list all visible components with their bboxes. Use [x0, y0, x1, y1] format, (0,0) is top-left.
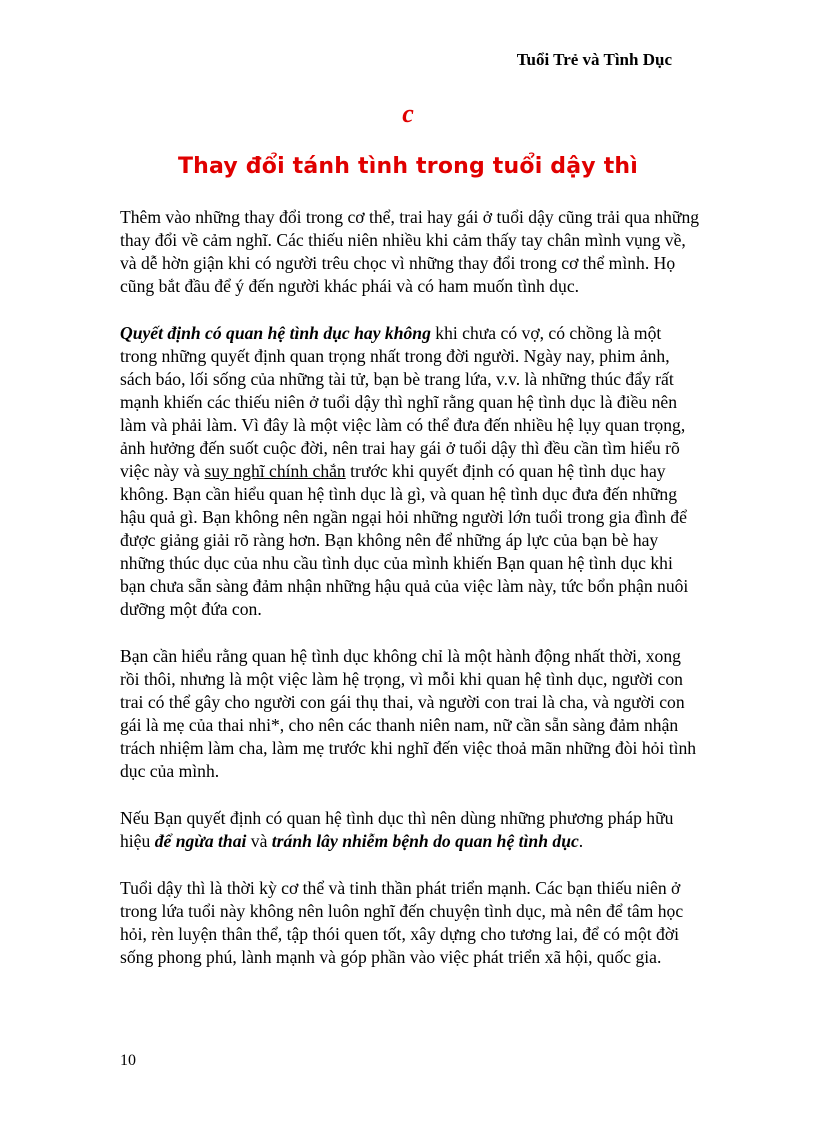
paragraph-1	[120, 206, 702, 298]
paragraph-4-text-a: Nếu Bạn quyết định có quan hệ tình dục thì nên dùng những phương pháp hữu hiệu	[120, 808, 674, 851]
paragraph-2-underlined: suy nghĩ chính chắn	[204, 461, 346, 481]
paragraph-4	[120, 807, 702, 853]
body-text	[120, 206, 702, 993]
paragraph-4-emphasis-1: để ngừa thai	[154, 831, 247, 851]
paragraph-5-text: Tuổi dậy thì là thời kỳ cơ thể và tinh thần phát triển mạnh. Các bạn thiếu niên ở trong lứa tuổi này không nên luôn nghĩ đến chuyện tình dục, mà nên để tâm học hỏi, rèn luyện thân thể, tập thói quen tốt, xây dựng cho tương lai, để có một đời sống phong phú, lành mạnh và góp phần vào việc phát triển xã hội, quốc gia.	[120, 878, 684, 967]
paragraph-2-text-a: khi chưa có vợ, có chồng là một trong những quyết định quan trọng nhất trong đời người. Ngày nay, phim ảnh, sách báo, lối sống của những tài tử, bạn bè trang lứa, v.v. là những thúc đẩy rất mạnh khiến các thiếu niên ở tuổi dậy thì nghĩ rằng quan hệ tình dục là điều nên làm và phải làm. Vì đây là một việc làm có thể đưa đến nhiều hệ lụy quan trọng, ảnh hưởng đến suốt cuộc đời, nên trai hay gái ở tuổi dậy thì đều cần tìm hiểu rõ việc này và	[120, 323, 686, 481]
running-header: Tuổi Trẻ và Tình Dục	[516, 50, 672, 69]
chapter-title: Thay đổi tánh tình trong tuổi dậy thì	[177, 154, 639, 179]
paragraph-5	[120, 877, 702, 969]
paragraph-3	[120, 645, 702, 783]
chapter-ornament: c	[402, 99, 414, 128]
paragraph-2	[120, 322, 702, 621]
page-number: 10	[120, 1052, 136, 1069]
paragraph-2-lead: Quyết định có quan hệ tình dục hay không	[120, 323, 431, 343]
paragraph-4-text-b: và	[246, 831, 272, 851]
paragraph-3-text: Bạn cần hiểu rằng quan hệ tình dục không chỉ là một hành động nhất thời, xong rồi thôi, nhưng là một việc làm hệ trọng, vì mỗi khi quan hệ tình dục, người con trai có thể gây cho người con gái thụ thai, và người con trai là cha, và người con gái là mẹ của thai nhi*, cho nên các thanh niên nam, nữ cần sẵn sàng đảm nhận trách nhiệm làm cha, làm mẹ trước khi nghĩ đến việc thoả mãn những đòi hỏi tình dục của mình.	[120, 646, 697, 781]
paragraph-4-text-c: .	[578, 831, 584, 851]
paragraph-1-text: Thêm vào những thay đổi trong cơ thể, trai hay gái ở tuổi dậy cũng trải qua những thay đổi về cảm nghĩ. Các thiếu niên nhiều khi cảm thấy tay chân mình vụng về, và dễ hờn giận khi có người trêu chọc vì những thay đổi trong cơ thể mình. Họ cũng bắt đầu để ý đến người khác phái và có ham muốn tình dục.	[120, 207, 700, 296]
paragraph-4-emphasis-2: tránh lây nhiễm bệnh do quan hệ tình dục	[271, 831, 579, 851]
paragraph-2-text-b: trước khi quyết định có quan hệ tình dục hay không. Bạn cần hiểu quan hệ tình dục là gì, và quan hệ tình dục đưa đến những hậu quả gì. Bạn không nên ngần ngại hỏi những người lớn tuổi trong gia đình để được giảng giải rõ ràng hơn. Bạn không nên để những áp lực của bạn bè hay những thúc dục của nhu cầu tình dục của mình khiến Bạn quan hệ tình dục khi bạn chưa sẵn sàng đảm nhận những hậu quả của việc làm này, tức bổn phận nuôi dưỡng một đứa con.	[120, 461, 689, 619]
